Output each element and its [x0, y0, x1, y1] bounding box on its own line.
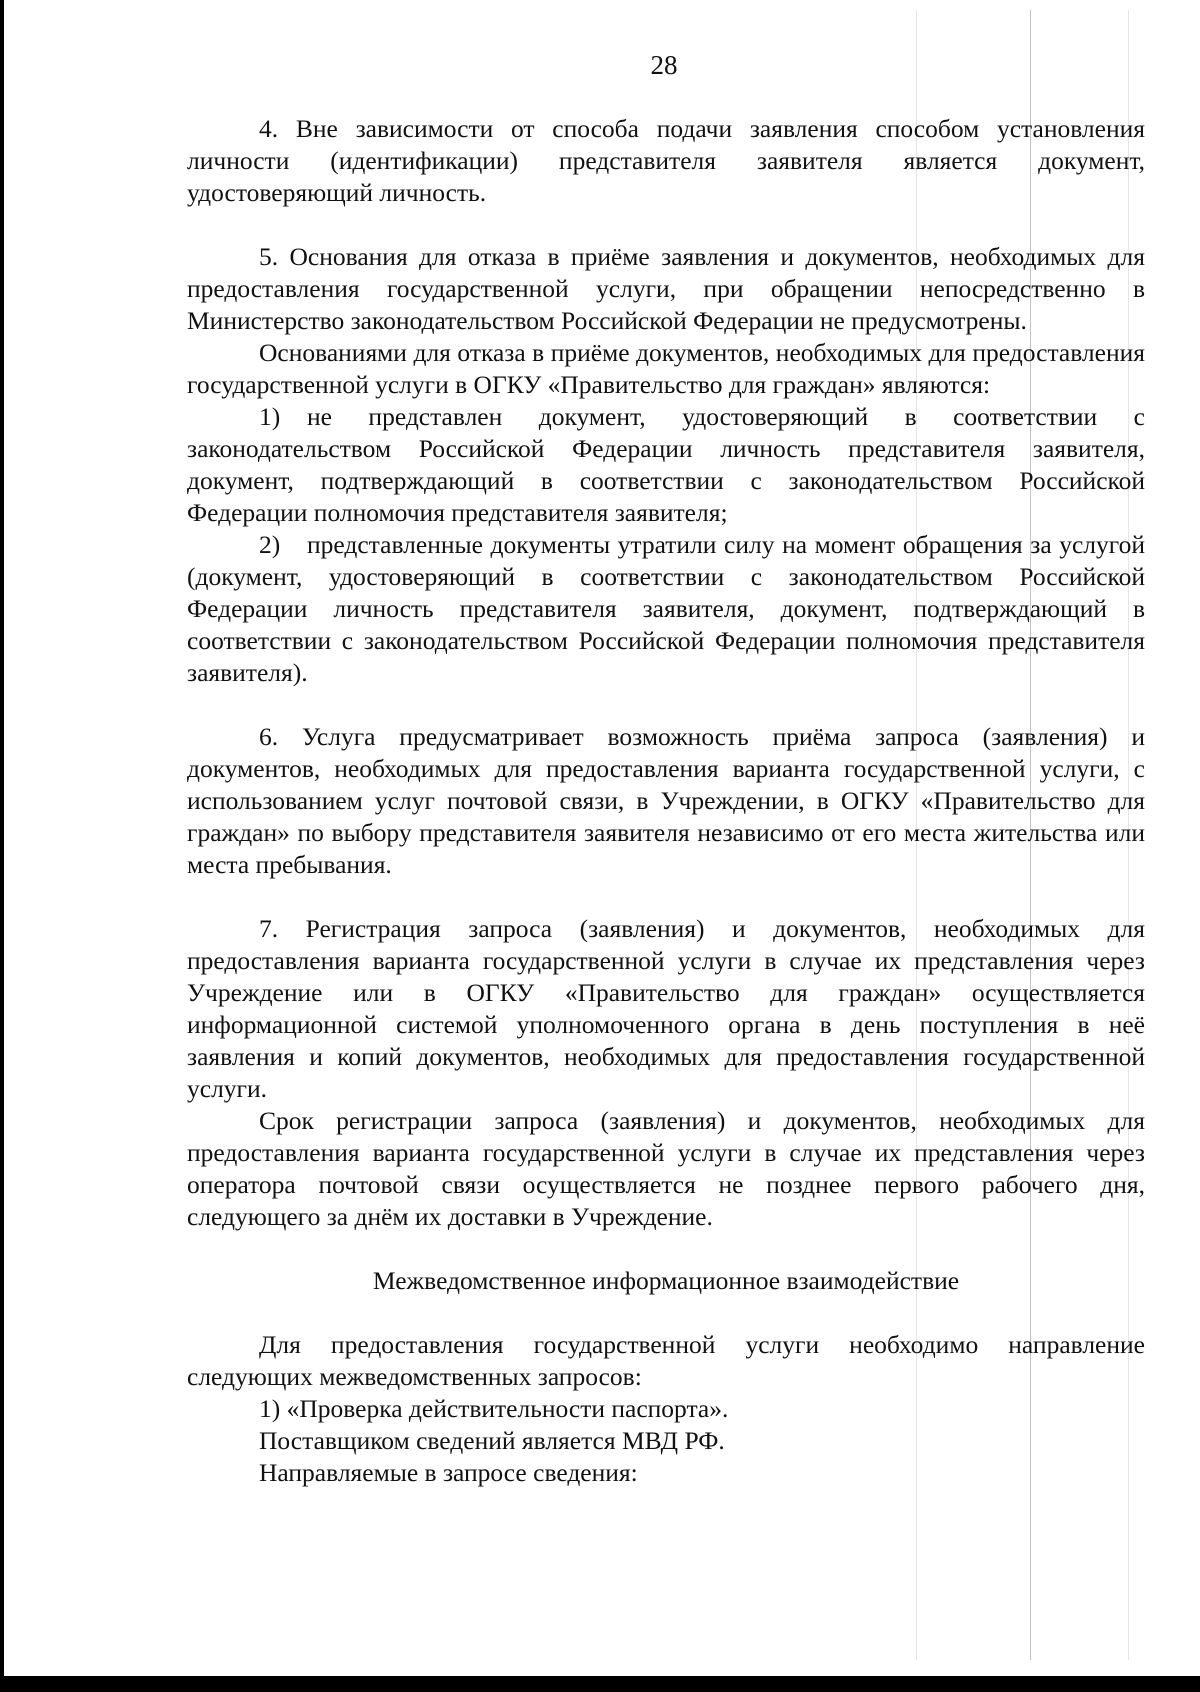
scan-left-edge: [0, 0, 4, 1692]
list-item-text: представленные документы утратили силу на момент обращения за услугой (документ, удостоверяющий в соответствии с законодательством Российской Федерации личность представителя заявителя, документ, подтверждающий в соответствии с законодательством Российской Федерации полномочия представителя заявителя).: [187, 530, 1145, 687]
paragraph: Основаниями для отказа в приёме документов, необходимых для предоставления государственной услуги в ОГКУ «Правительство для граждан» являются:: [187, 338, 1145, 399]
page-number: 28: [650, 50, 678, 80]
paragraph: 7. Регистрация запроса (заявления) и документов, необходимых для предоставления варианта государственной услуги в случае их представления через Учреждение или в ОГКУ «Правительство для граждан» осуществляется информационной системой уполномоченного органа в день поступления в неё заявления и копий документов, необходимых для предоставления государственной услуги.: [187, 914, 1145, 1103]
paragraph: 5. Основания для отказа в приёме заявления и документов, необходимых для предоставления государственной услуги, при обращении непосредственно в Министерство законодательством Российской Федерации не предусмотрены.: [187, 242, 1145, 335]
list-item: [187, 529, 1145, 689]
list-item-number: 2): [259, 530, 281, 559]
paragraph: Для предоставления государственной услуги необходимо направление следующих межведомственных запросов:: [187, 1330, 1145, 1391]
list-item: [187, 401, 1145, 529]
paragraph: Поставщиком сведений является МВД РФ.: [259, 1426, 725, 1455]
paragraph: 1) «Проверка действительности паспорта».: [259, 1394, 729, 1423]
paragraph: 4. Вне зависимости от способа подачи заявления способом установления личности (идентификации) представителя заявителя является документ, удостоверяющий личность.: [187, 114, 1145, 207]
paragraph: 6. Услуга предусматривает возможность приёма запроса (заявления) и документов, необходимых для предоставления варианта государственной услуги, с использованием услуг почтовой связи, в Учреждении, в ОГКУ «Правительство для граждан» по выбору представителя заявителя независимо от его места жительства или места пребывания.: [187, 722, 1145, 879]
list-item-text: не представлен документ, удостоверяющий в соответствии с законодательством Российской Федерации личность представителя заявителя, документ, подтверждающий в соответствии с законодательством Российской Федерации полномочия представителя заявителя;: [187, 402, 1145, 527]
paragraph: Срок регистрации запроса (заявления) и документов, необходимых для предоставления варианта государственной услуги в случае их представления через оператора почтовой связи осуществляется не позднее первого рабочего дня, следующего за днём их доставки в Учреждение.: [187, 1106, 1145, 1231]
paragraph: Направляемые в запросе сведения:: [259, 1458, 638, 1487]
section-heading: Межведомственное информационное взаимодействие: [372, 1266, 960, 1295]
document-body: [187, 113, 1145, 1489]
list-item-number: 1): [259, 402, 281, 431]
scan-bottom-border: [0, 1676, 1200, 1692]
